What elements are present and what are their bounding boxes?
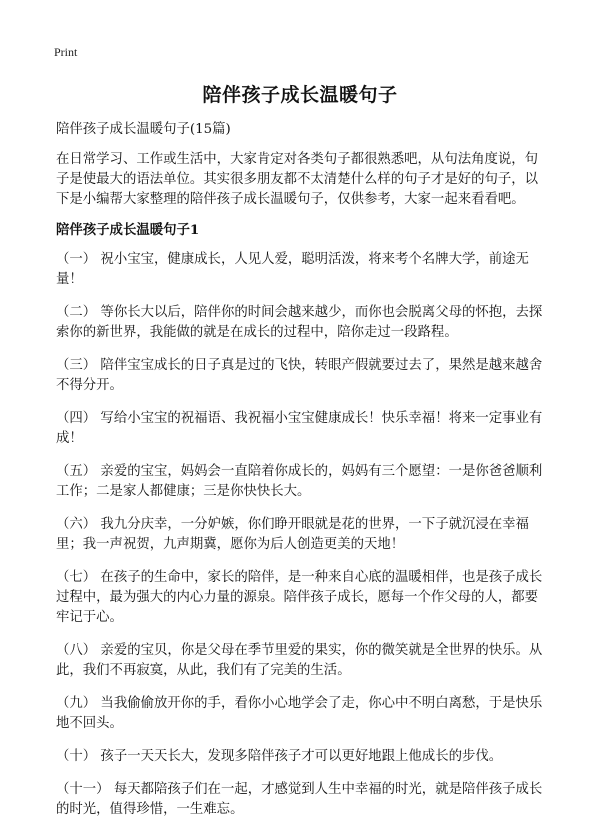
list-item: （十一） 每天都陪孩子们在一起，才感觉到人生中幸福的时光，就是陪伴孩子成长的时光，值得珍惜，一生难忘。 (56, 782, 543, 817)
list-item: （八） 亲爱的宝贝，你是父母在季节里爱的果实，你的微笑就是全世界的快乐。从此，我们不再寂寞，从此，我们有了完美的生活。 (56, 643, 543, 678)
print-label[interactable]: Print (54, 45, 78, 59)
list-item: （九） 当我偷偷放开你的手，看你小心地学会了走，你心中不明白离愁，于是快乐地不回头。 (56, 696, 543, 731)
list-item: （二） 等你长大以后，陪伴你的时间会越来越少，而你也会脱离父母的怀抱，去探索你的新世界，我能做的就是在成长的过程中，陪你走过一段路程。 (56, 305, 543, 340)
list-item: （七） 在孩子的生命中，家长的陪伴，是一种来自心底的温暖相伴，也是孩子成长过程中，最为强大的内心力量的源泉。陪伴孩子成长，愿每一个作父母的人，都要牢记于心。 (56, 570, 543, 625)
list-item: （十） 孩子一天天长大，发现多陪伴孩子才可以更好地跟上他成长的步伐。 (56, 749, 503, 764)
list-item: （四） 写给小宝宝的祝福语、我祝福小宝宝健康成长！快乐幸福！将来一定事业有成！ (56, 411, 543, 446)
list-item: （五） 亲爱的宝宝，妈妈会一直陪着你成长的，妈妈有三个愿望：一是你爸爸顺利工作；二是家人都健康；三是你快快长大。 (56, 464, 543, 499)
document-subtitle: 陪伴孩子成长温暖句子(15篇) (56, 122, 231, 137)
page-title: 陪伴孩子成长温暖句子 (202, 84, 398, 106)
sentence-list (56, 250, 546, 820)
intro-paragraph: 在日常学习、工作或生活中，大家肯定对各类句子都很熟悉吧，从句法角度说，句子是使最大的语法单位。其实很多朋友都不太清楚什么样的句子才是好的句子，以下是小编帮大家整理的陪伴孩子成长温暖句子，仅供参考，大家一起来看看吧。 (56, 152, 539, 207)
list-item: （三） 陪伴宝宝成长的日子真是过的飞快，转眼产假就要过去了，果然是越来越舍不得分开。 (56, 358, 543, 393)
list-item: （六） 我九分庆幸，一分妒嫉，你们睁开眼就是花的世界，一下子就沉浸在幸福里；我一声祝贺，九声期冀，愿你为后人创造更美的天地！ (56, 517, 529, 552)
section-heading: 陪伴孩子成长温暖句子1 (56, 222, 200, 238)
list-item: （一） 祝小宝宝，健康成长，人见人爱，聪明活泼，将来考个名牌大学，前途无量！ (56, 252, 529, 287)
document-body (56, 120, 546, 833)
